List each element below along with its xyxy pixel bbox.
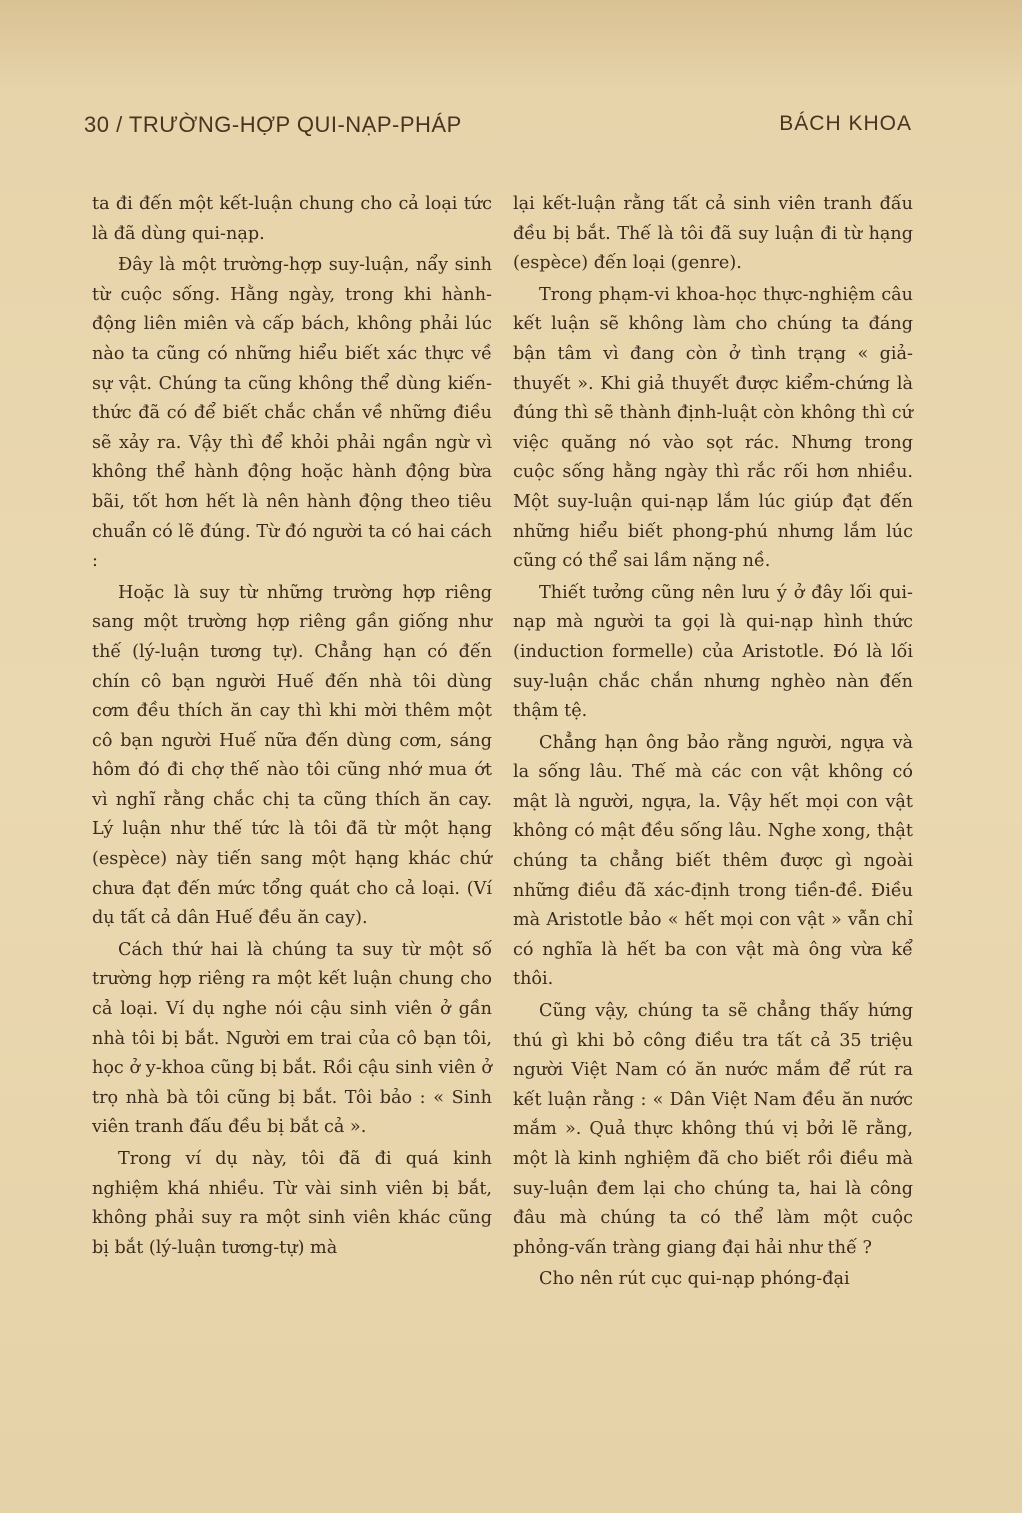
- paragraph: Thiết tưởng cũng nên lưu ý ở đây lối qui-nạp mà người ta gọi là qui-nạp hình thức (induction formelle) của Aristotle. Đó là lối suy-luận chắc chắn nhưng nghèo nàn đến thậm tệ.: [513, 582, 913, 722]
- running-title: 30 / TRƯỜNG-HỢP QUI-NẠP-PHÁP: [84, 112, 462, 137]
- magazine-name: BÁCH KHOA: [779, 112, 912, 135]
- paragraph: Chẳng hạn ông bảo rằng người, ngựa và la sống lâu. Thế mà các con vật không có mật là người, ngựa, la. Vậy hết mọi con vật không có mật đều sống lâu. Nghe xong, thật chúng ta chẳng biết thêm được gì ngoài những điều đã xác-định trong tiền-đề. Điều mà Aristotle bảo « hết mọi con vật » vẫn chỉ có nghĩa là hết ba con vật mà ông vừa kể thôi.: [513, 732, 913, 990]
- right-column: [513, 190, 913, 1295]
- paragraph: Cho nên rút cục qui-nạp phóng-đại: [539, 1269, 850, 1290]
- paragraph: Cách thứ hai là chúng ta suy từ một số trường hợp riêng ra một kết luận chung cho cả loại. Ví dụ nghe nói cậu sinh viên ở gần nhà tôi bị bắt. Người em trai của cô bạn tôi, học ở y-khoa cũng bị bắt. Rồi cậu sinh viên ở trọ nhà bà tôi cũng bị bắt. Tôi bảo : « Sinh viên tranh đấu đều bị bắt cả ».: [92, 939, 492, 1138]
- paragraph: Đây là một trường-hợp suy-luận, nẩy sinh từ cuộc sống. Hằng ngày, trong khi hành-động liên miên và cấp bách, không phải lúc nào ta cũng có những hiểu biết xác thực về sự vật. Chúng ta cũng không thể dùng kiến-thức đã có để biết chắc chắn về những điều sẽ xảy ra. Vậy thì để khỏi phải ngần ngừ vì không thể hành động hoặc hành động bừa bãi, tốt hơn hết là nên hành động theo tiêu chuẩn có lẽ đúng. Từ đó người ta có hai cách :: [92, 255, 492, 572]
- paragraph: lại kết-luận rằng tất cả sinh viên tranh đấu đều bị bắt. Thế là tôi đã suy luận đi từ hạng (espèce) đến loại (genre).: [513, 194, 913, 274]
- paragraph: Trong phạm-vi khoa-học thực-nghiệm câu kết luận sẽ không làm cho chúng ta đáng bận tâm vì đang còn ở tình trạng « giả-thuyết ». Khi giả thuyết được kiểm-chứng là đúng thì sẽ thành định-luật còn không thì cứ việc quăng nó vào sọt rác. Nhưng trong cuộc sống hằng ngày thì rắc rối hơn nhiều. Một suy-luận qui-nạp lắm lúc giúp đạt đến những hiểu biết phong-phú nhưng lắm lúc cũng có thể sai lầm nặng nề.: [513, 284, 913, 572]
- paragraph: Hoặc là suy từ những trường hợp riêng sang một trường hợp riêng gần giống như thế (lý-luận tương tự). Chẳng hạn có đến chín cô bạn người Huế đến nhà tôi dùng cơm đều thích ăn cay thì khi mời thêm một cô bạn người Huế nữa đến dùng cơm, sáng hôm đó đi chợ thế nào tôi cũng nhớ mua ớt vì nghĩ rằng chắc chị ta cũng thích ăn cay. Lý luận như thế tức là tôi đã từ một hạng (espèce) này tiến sang một hạng khác chứ chưa đạt đến mức tổng quát cho cả loại. (Ví dụ tất cả dân Huế đều ăn cay).: [92, 582, 492, 929]
- paragraph: Trong ví dụ này, tôi đã đi quá kinh nghiệm khá nhiều. Từ vài sinh viên bị bắt, không phải suy ra một sinh viên khác cũng bị bắt (lý-luận tương-tự) mà: [92, 1149, 492, 1258]
- column-divider: [502, 195, 503, 1395]
- paragraph: Cũng vậy, chúng ta sẽ chẳng thấy hứng thú gì khi bỏ công điều tra tất cả 35 triệu người Việt Nam có ăn nước mắm để rút ra kết luận rằng : « Dân Việt Nam đều ăn nước mắm ». Quả thực không thú vị bởi lẽ rằng, một là kinh nghiệm đã cho biết rồi điều mà suy-luận đem lại cho chúng ta, hai là công đâu mà chúng ta có thể làm một cuộc phỏng-vấn tràng giang đại hải như thế ?: [513, 1001, 913, 1258]
- page-header: [84, 112, 912, 152]
- paragraph: ta đi đến một kết-luận chung cho cả loại tức là đã dùng qui-nạp.: [92, 194, 492, 244]
- left-column: [92, 190, 492, 1263]
